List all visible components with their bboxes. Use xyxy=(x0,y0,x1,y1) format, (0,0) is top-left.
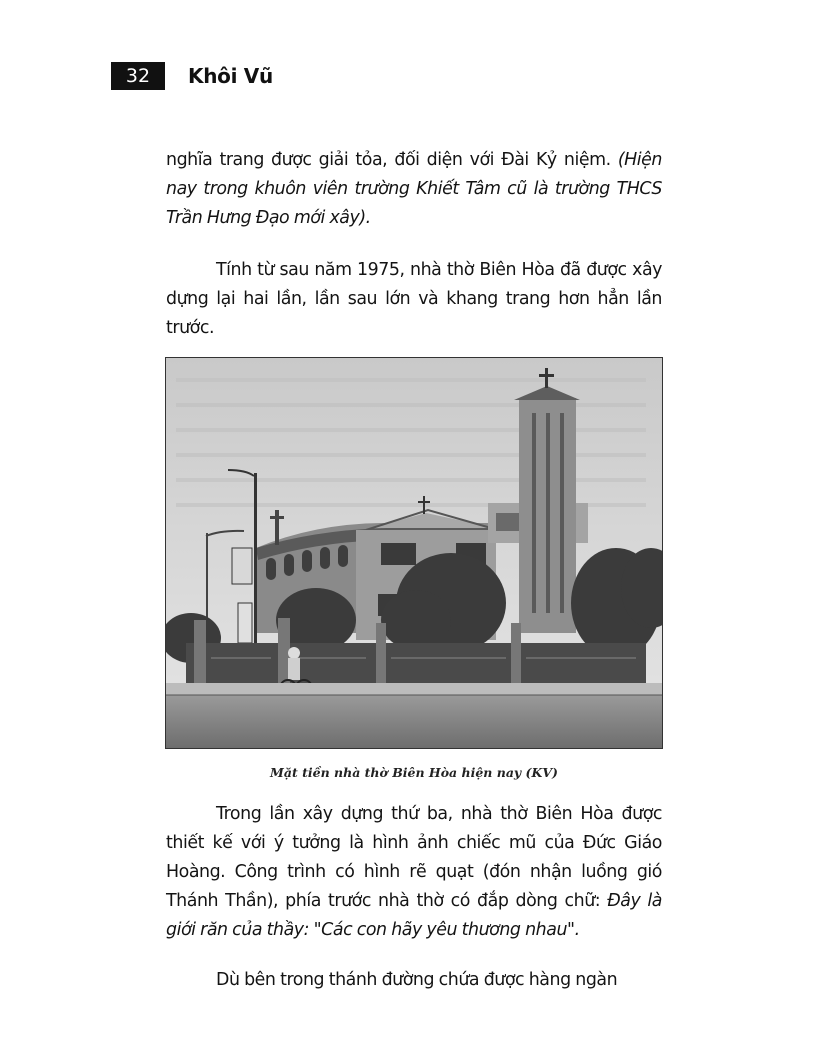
paragraph-3 xyxy=(166,800,662,945)
photo-caption: Mặt tiền nhà thờ Biên Hòa hiện nay (KV) xyxy=(270,765,558,780)
paragraph-2: Tính từ sau năm 1975, nhà thờ Biên Hòa đã được xây dựng lại hai lần, lần sau lớn và khang trang hơn hẳn lần trước. xyxy=(166,260,662,338)
running-header-author: Khôi Vũ xyxy=(188,64,273,88)
paragraph-1 xyxy=(166,146,662,233)
church-facade-photo xyxy=(165,357,663,749)
paragraph-1-text: nghĩa trang được giải tỏa, đối diện với Đài Kỷ niệm. xyxy=(166,150,618,170)
paragraph-3-italic-text: Đây là giới răn của thầy: "Các con hãy yêu thương nhau". xyxy=(166,891,662,940)
paragraph-4: Dù bên trong thánh đường chứa được hàng ngàn xyxy=(216,970,618,990)
paragraph-3-text: Trong lần xây dựng thứ ba, nhà thờ Biên Hòa được thiết kế với ý tưởng là hình ảnh chiếc mũ của Đức Giáo Hoàng. Công trình có hình rẽ quạt (đón nhận luồng gió Thánh Thần), phía trước nhà thờ có đắp dòng chữ: xyxy=(166,804,662,911)
page-number: 32 xyxy=(111,62,165,90)
paragraph-1-italic-text: (Hiện nay trong khuôn viên trường Khiết Tâm cũ là trường THCS Trần Hưng Đạo mới xây). xyxy=(166,150,662,228)
